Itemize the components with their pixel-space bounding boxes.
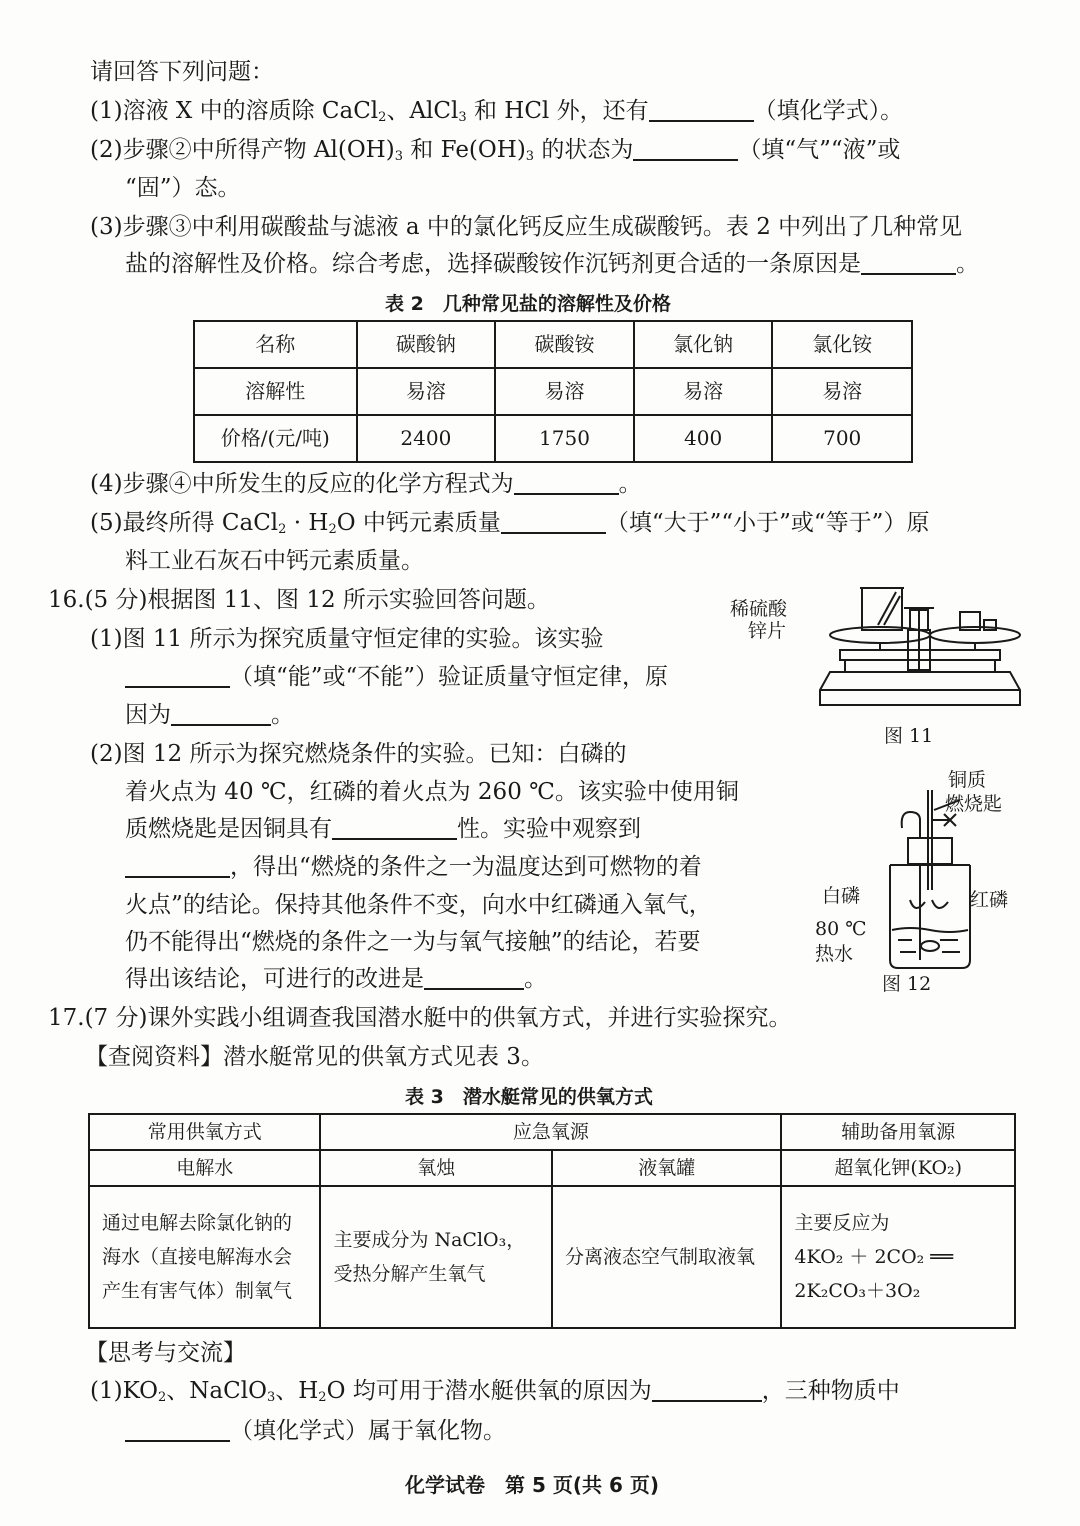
table3-desc-ko2: 主要反应为 4KO₂ ＋ 2CO₂ ══ 2K₂CO₃＋3O₂ <box>781 1186 1015 1328</box>
answer-blank[interactable] <box>125 850 230 878</box>
table3-sub-tank: 液氧罐 <box>552 1150 781 1186</box>
table3-desc-tank: 分离液态空气制取液氧 <box>552 1186 781 1328</box>
fig11-label-acid: 稀硫酸 <box>730 598 788 620</box>
q15-part2-line2: “固”）态。 <box>125 175 241 201</box>
q15-part5-line2: 料工业石灰石中钙元素质量。 <box>125 548 424 574</box>
answer-blank[interactable] <box>501 506 606 534</box>
fig12-label-water: 热水 <box>815 943 854 965</box>
table3-sub-ko2: 超氧化钾(KO₂) <box>781 1150 1015 1186</box>
answer-blank[interactable] <box>125 1414 230 1442</box>
table2-cell: 700 <box>772 415 912 462</box>
table3-head-aux: 辅助备用氧源 <box>781 1114 1015 1150</box>
intro-text: 请回答下列问题： <box>90 59 274 85</box>
fig12-label-spoon: 铜质 <box>948 769 987 791</box>
answer-blank[interactable] <box>861 247 956 275</box>
table2-body <box>194 321 912 462</box>
table2-cell: 碳酸铵 <box>495 321 634 368</box>
q16-part1-line1: (1)图 11 所示为探究质量守恒定律的实验。该实验 <box>90 626 604 652</box>
table3-desc-candle: 主要成分为 NaClO₃，受热分解产生氧气 <box>320 1186 552 1328</box>
answer-blank[interactable] <box>649 94 754 122</box>
table3-sub-elec: 电解水 <box>89 1150 320 1186</box>
q17-resource: 【查阅资料】潜水艇常见的供氧方式见表 3。 <box>85 1044 544 1070</box>
q16-part2-line1: (2)图 12 所示为探究燃烧条件的实验。已知：白磷的 <box>90 741 627 767</box>
table2-cell: 碳酸钠 <box>357 321 496 368</box>
q17-heading: 17.(7 分)课外实践小组调查我国潜水艇中的供氧方式，并进行实验探究。 <box>48 1005 792 1031</box>
table2-caption: 表 2 几种常见盐的溶解性及价格 <box>385 293 671 315</box>
page-footer: 化学试卷 第 5 页(共 6 页) <box>405 1473 659 1497</box>
table2-row <box>194 415 912 462</box>
fig12-caption: 图 12 <box>882 973 932 995</box>
table3-head-common: 常用供氧方式 <box>89 1114 320 1150</box>
think-heading: 【思考与交流】 <box>85 1340 246 1366</box>
answer-blank[interactable] <box>424 962 524 990</box>
q16-part2-line3: 质燃烧匙是因铜具有 性。实验中观察到 <box>125 810 641 849</box>
table2-cell: 易溶 <box>772 368 912 415</box>
answer-blank[interactable] <box>171 698 271 726</box>
table2-cell: 氯化铵 <box>772 321 912 368</box>
table3 <box>88 1113 1016 1329</box>
table2-cell: 1750 <box>495 415 634 462</box>
q15-part1: (1)溶液 X 中的溶质除 CaCl$_2$、AlCl$_3$ 和 HCl 外，还有 （填化学式）。 <box>90 92 903 131</box>
q16-part2-line6: 仍不能得出“燃烧的条件之一为与氧气接触”的结论，若要 <box>125 929 701 955</box>
table2 <box>193 320 913 463</box>
answer-blank[interactable] <box>125 660 230 688</box>
table3-caption: 表 3 潜水艇常见的供氧方式 <box>405 1086 653 1108</box>
q16-part1-line3: 因为 。 <box>125 696 294 735</box>
table2-cell: 易溶 <box>495 368 634 415</box>
figure-11-balance <box>800 580 1040 725</box>
table2-cell: 2400 <box>357 415 496 462</box>
answer-blank[interactable] <box>652 1374 762 1402</box>
fig12-label-temp: 80 ℃ <box>815 918 867 940</box>
q15-part4: (4)步骤④中所发生的反应的化学方程式为 。 <box>90 465 642 504</box>
table3-sub-candle: 氧烛 <box>320 1150 552 1186</box>
q16-part1-line2: （填“能”或“不能”）验证质量守恒定律，原 <box>125 658 668 697</box>
q17-part1-line2: （填化学式）属于氧化物。 <box>125 1412 506 1451</box>
q16-part2-line7: 得出该结论，可进行的改进是 。 <box>125 960 547 999</box>
table2-cell: 400 <box>634 415 773 462</box>
table3-desc-elec: 通过电解去除氯化钠的海水（直接电解海水会产生有害气体）制氧气 <box>89 1186 320 1328</box>
q16-part2-line2: 着火点为 40 ℃，红磷的着火点为 260 ℃。该实验中使用铜 <box>125 779 739 805</box>
fig11-label-zinc: 锌片 <box>748 620 787 642</box>
fig12-label-spoon2: 燃烧匙 <box>945 793 1003 815</box>
fig12-label-white: 白磷 <box>822 885 861 907</box>
table2-cell: 名称 <box>194 321 357 368</box>
figure-12-combustion <box>870 790 1003 975</box>
q15-part3-line2: 盐的溶解性及价格。综合考虑，选择碳酸铵作沉钙剂更合适的一条原因是 。 <box>125 245 979 284</box>
fig12-label-red: 红磷 <box>970 889 1009 911</box>
answer-blank[interactable] <box>332 812 457 840</box>
q15-part3-line1: (3)步骤③中利用碳酸盐与滤液 a 中的氯化钙反应生成碳酸钙。表 2 中列出了几种常见 <box>90 214 963 240</box>
q15-part2: (2)步骤②中所得产物 $Al(OH)_3$ 和 $Fe(OH)_3$ 的状态为 （填“气”“液”或 <box>90 131 900 170</box>
q16-part2-line5: 火点”的结论。保持其他条件不变，向水中红磷通入氧气， <box>125 892 712 918</box>
q17-part1: $(1)KO_2$、NaClO$_3$、$H_2O$ 均可用于潜水艇供氧的原因为 ，三种物质中 <box>90 1372 900 1411</box>
table3-head-emergency: 应急氧源 <box>320 1114 781 1150</box>
answer-blank[interactable] <box>514 467 619 495</box>
q16-heading: 16.(5 分)根据图 11、图 12 所示实验回答问题。 <box>48 587 550 613</box>
table2-cell: 溶解性 <box>194 368 357 415</box>
table2-cell: 易溶 <box>634 368 773 415</box>
q15-part5: (5)最终所得 CaCl$_2$ · $H_2O$ 中钙元素质量 （填“大于”“小于”或“等于”）原 <box>90 504 929 543</box>
table2-cell: 氯化钠 <box>634 321 773 368</box>
table2-row <box>194 368 912 415</box>
answer-blank[interactable] <box>633 133 738 161</box>
table2-cell: 易溶 <box>357 368 496 415</box>
table2-row <box>194 321 912 368</box>
table2-cell: 价格/(元/吨) <box>194 415 357 462</box>
q16-part2-line4: ，得出“燃烧的条件之一为温度达到可燃物的着 <box>125 848 702 887</box>
fig11-caption: 图 11 <box>884 725 934 747</box>
